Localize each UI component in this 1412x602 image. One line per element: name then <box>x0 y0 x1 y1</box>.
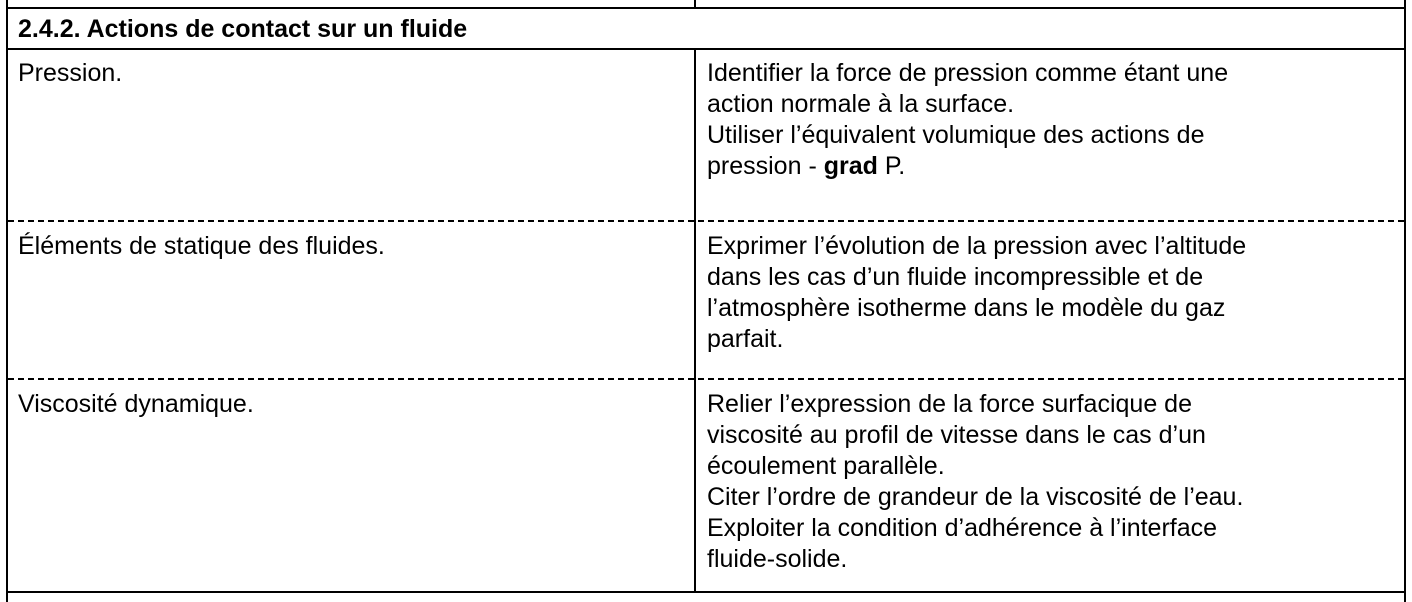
capacite-line: Identifier la force de pression comme étant une <box>707 59 1229 87</box>
row-separator-1 <box>8 220 1404 222</box>
section-heading: 2.4.2. Actions de contact sur un fluide <box>18 15 468 43</box>
table-right-border <box>1404 0 1406 602</box>
capacite-line: Citer l’ordre de grandeur de la viscosité de l’eau. <box>707 483 1244 511</box>
capacite-line: l’atmosphère isotherme dans le modèle du gaz <box>707 294 1226 322</box>
capacite-line: Utiliser l’équivalent volumique des actions de <box>707 121 1205 149</box>
grad-operator: grad <box>823 152 878 180</box>
notion-statique: Éléments de statique des fluides. <box>18 232 385 260</box>
table-bottom-border <box>6 591 1406 593</box>
capacite-line: parfait. <box>707 325 784 353</box>
capacite-line: Exprimer l’évolution de la pression avec l’altitude <box>707 232 1247 260</box>
capacite-line: viscosité au profil de vitesse dans le cas d’un <box>707 421 1206 449</box>
heading-bottom-border <box>6 48 1406 50</box>
capacites-viscosite <box>707 389 1243 575</box>
capacite-line: Exploiter la condition d’adhérence à l’interface <box>707 514 1218 542</box>
capacite-line: action normale à la surface. <box>707 90 1015 118</box>
notion-pression: Pression. <box>18 59 123 87</box>
table-top-border <box>6 7 1406 9</box>
capacite-line: Relier l’expression de la force surfacique de <box>707 390 1192 418</box>
capacite-line: fluide-solide. <box>707 545 848 573</box>
table-left-border <box>6 0 8 602</box>
row-separator-2 <box>8 378 1404 380</box>
capacite-line: écoulement parallèle. <box>707 452 945 480</box>
capacites-statique <box>707 231 1246 355</box>
capacites-pression <box>707 58 1228 182</box>
capacite-text: P. <box>877 152 906 180</box>
notion-viscosite: Viscosité dynamique. <box>18 390 254 418</box>
capacite-line: dans les cas d’un fluide incompressible et de <box>707 263 1204 291</box>
column-divider <box>694 48 696 593</box>
capacite-line-grad <box>707 151 1228 182</box>
capacite-text: pression - <box>707 152 824 180</box>
